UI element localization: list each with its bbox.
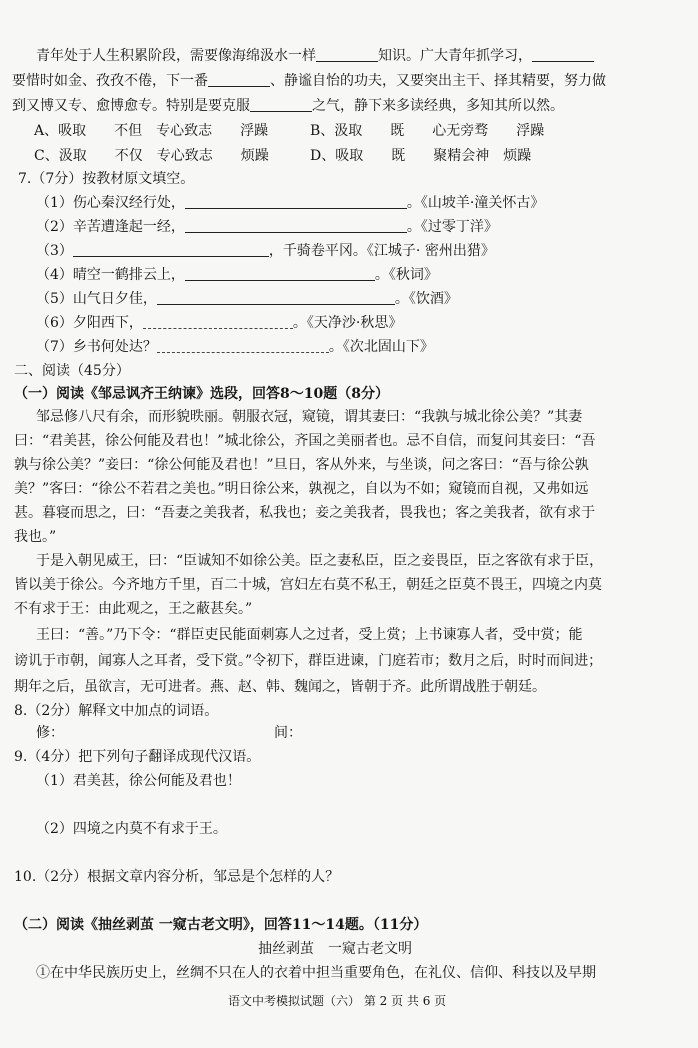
passage-line: 皆以美于徐公。今齐地方千里，百二十城，宫妇左右莫不私王，朝廷之臣莫不畏王，四境之内莫 — [14, 577, 602, 593]
q6-text: 、静谧自怡的功夫，又要突出主干、择其精要，努力做 — [270, 73, 606, 89]
article-paragraph: ①在中华民族历史上，丝绸不只在人的衣着中担当重要角色，在礼仪、信仰、科技以及早期 — [36, 965, 596, 981]
article-title: 抽丝剥茧 一窥古老文明 — [258, 941, 412, 957]
q6-option-d[interactable]: D、吸取 既 聚精会神 烦躁 — [310, 148, 532, 164]
answer-blank[interactable] — [157, 338, 329, 353]
q7-text: （3） — [36, 243, 73, 259]
part-2-title: （二）阅读《抽丝剥茧 一窥古老文明》，回答11～14题。（11分） — [14, 917, 428, 933]
passage-line: 我也。” — [14, 529, 57, 545]
answer-blank[interactable] — [250, 97, 312, 112]
q6-text: 知识。广大青年抓学习， — [378, 48, 532, 64]
passage-line: 邹忌修八尺有余，而形貌昳丽。朝服衣冠，窥镜，谓其妻曰：“我孰与城北徐公美？”其妻 — [36, 409, 583, 425]
q7-text: （7）乡书何处达？ — [36, 339, 157, 355]
q6-option-c[interactable]: C、汲取 不仅 专心致志 烦躁 — [34, 148, 269, 164]
q7-text: ，千骑卷平冈。《江城子· 密州出猎》 — [268, 243, 495, 259]
answer-blank[interactable] — [208, 72, 270, 87]
q7-text: 。《次北固山下》 — [328, 339, 434, 355]
q7-item-3 — [36, 240, 495, 262]
answer-blank[interactable] — [532, 47, 594, 62]
q9-prompt: 9.（4分）把下列句子翻译成现代汉语。 — [14, 749, 261, 765]
q6-option-b[interactable]: B、汲取 既 心无旁骛 浮躁 — [310, 123, 545, 139]
q7-text: 。《饮酒》 — [394, 291, 458, 307]
passage-line: 期年之后，虽欲言，无可进者。燕、赵、韩、魏闻之，皆朝于齐。此所谓战胜于朝廷。 — [14, 679, 546, 695]
q10-prompt: 10.（2分）根据文章内容分析，邹忌是个怎样的人？ — [14, 869, 340, 885]
q9-sentence-1: （1）君美甚，徐公何能及君也！ — [36, 773, 241, 789]
q6-line-2 — [12, 70, 606, 92]
q9-sentence-2: （2）四境之内莫不有求于王。 — [36, 821, 227, 837]
q6-text: 青年处于人生积累阶段，需要像海绵汲水一样 — [36, 48, 316, 64]
q7-text: （4）晴空一鹤排云上， — [36, 267, 185, 283]
q8-answer-xiu[interactable]: 修： — [36, 725, 64, 741]
answer-blank[interactable] — [185, 194, 407, 209]
q6-text: 要惜时如金、孜孜不倦，下一番 — [12, 73, 208, 89]
q6-text: 到又博又专、愈博愈专。特别是要克服 — [12, 98, 250, 114]
page-footer: 语文中考模拟试题（六） 第 2 页 共 6 页 — [228, 994, 447, 1008]
passage-line: 曰：“君美甚，徐公何能及君也！”城北徐公，齐国之美丽者也。忌不自信，而复问其妾曰：“吾 — [14, 433, 596, 449]
q8-prompt: 8.（2分）解释文中加点的词语。 — [14, 703, 219, 719]
part-1-title: （一）阅读《邹忌讽齐王纳谏》选段，回答8～10题（8分） — [14, 386, 389, 402]
answer-blank[interactable] — [185, 218, 407, 233]
answer-blank[interactable] — [185, 266, 375, 281]
q7-item-2 — [36, 216, 498, 238]
q7-item-4 — [36, 264, 438, 286]
q6-line-1 — [36, 45, 594, 67]
passage-line: 美？”客曰：“徐公不若君之美也。”明日徐公来，孰视之，自以为不如；窥镜而自视，又弗如远 — [14, 481, 589, 497]
section-2-title: 二、阅读（45分） — [14, 363, 130, 379]
q7-text: （2）辛苦遭逢起一经， — [36, 219, 185, 235]
answer-blank[interactable] — [316, 47, 378, 62]
answer-blank[interactable] — [157, 290, 395, 305]
q8-answer-jian[interactable]: 间： — [274, 725, 302, 741]
passage-line: 不有求于王：由此观之，王之蔽甚矣。” — [14, 601, 253, 617]
answer-blank[interactable] — [73, 242, 269, 257]
q7-text: 。《天净沙·秋思》 — [292, 315, 403, 331]
q7-text: 。《过零丁洋》 — [406, 219, 498, 235]
passage-line: 孰与徐公美？”妾曰：“徐公何能及君也！”旦日，客从外来，与坐谈，问之客曰：“吾与徐公孰 — [14, 457, 589, 473]
passage-line: 于是入朝见威王，曰：“臣诚知不如徐公美。臣之妻私臣，臣之妾畏臣，臣之客欲有求于臣， — [36, 553, 604, 569]
passage-line: 王曰：“善。”乃下令：“群臣吏民能面刺寡人之过者，受上赏；上书谏寡人者，受中赏；能 — [36, 627, 583, 643]
q7-text: （6）夕阳西下， — [36, 315, 143, 331]
passage-line: 甚。暮寝而思之，曰：“吾妻之美我者，私我也；妾之美我者，畏我也；客之美我者，欲有求于 — [14, 505, 596, 521]
q7-header: 7.（7分）按教材原文填空。 — [18, 171, 195, 187]
q7-text: （1）伤心秦汉经行处， — [36, 195, 185, 211]
q7-text: 。《山坡羊·潼关怀古》 — [406, 195, 545, 211]
q6-line-3 — [12, 95, 564, 117]
q7-item-7 — [36, 336, 434, 358]
q7-item-1 — [36, 192, 544, 214]
q7-item-6 — [36, 312, 402, 334]
answer-blank[interactable] — [143, 314, 293, 329]
q7-text: （5）山气日夕佳， — [36, 291, 157, 307]
q6-text: 之气，静下来多读经典，多知其所以然。 — [312, 98, 564, 114]
passage-line: 谤讥于市朝，闻寡人之耳者，受下赏。”令初下，群臣进谏，门庭若市；数月之后，时时而间进； — [14, 653, 603, 669]
q6-option-a[interactable]: A、吸取 不但 专心致志 浮躁 — [34, 123, 269, 139]
q7-item-5 — [36, 288, 458, 310]
q7-text: 。《秋词》 — [374, 267, 438, 283]
